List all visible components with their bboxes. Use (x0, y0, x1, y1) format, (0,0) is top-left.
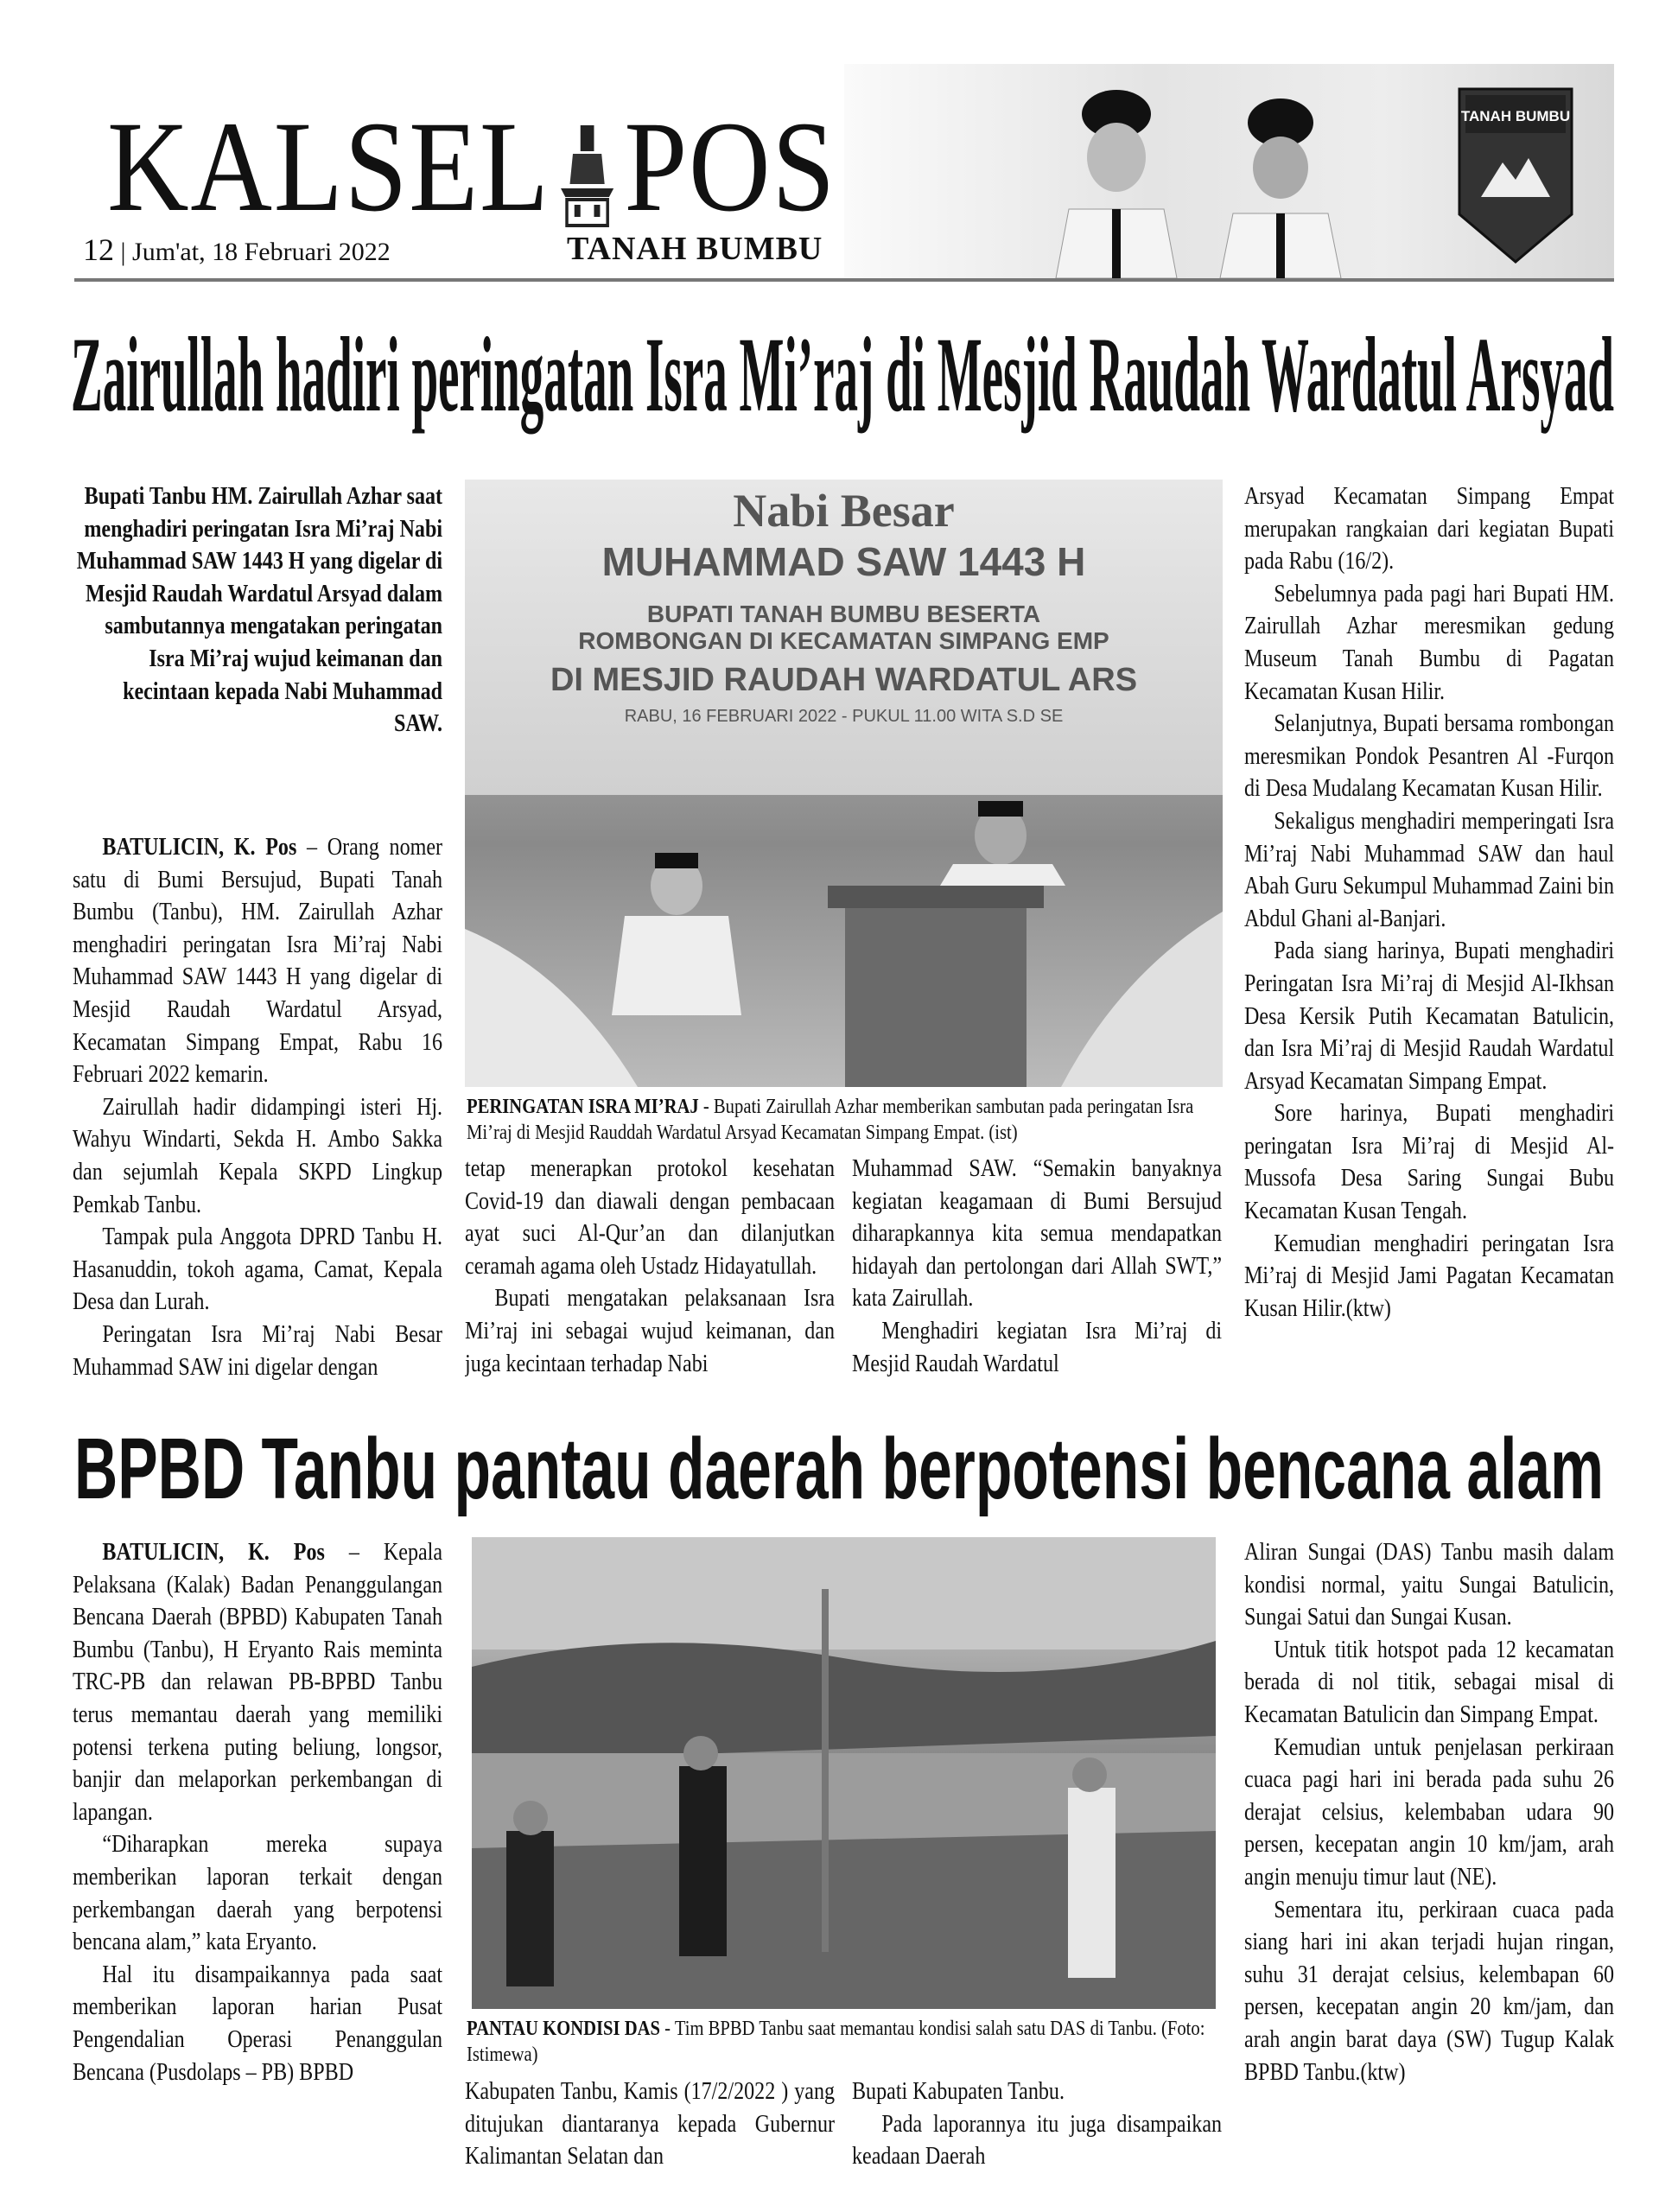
official-portrait-1 (1052, 88, 1181, 278)
article1-lead (73, 480, 442, 779)
banner-sign (465, 480, 1223, 795)
paragraph: Bupati mengatakan pelaksanaan Isra Mi’raj ini sebagai wujud keimanan, dan juga kecintaan terhadap Nabi (465, 1285, 835, 1377)
lead-text: Bupati Tanbu HM. Zairullah Azhar saat menghadiri peringatan Isra Mi’raj Nabi Muhammad SAW 1443 H yang digelar di Mesjid Raudah Wardatul Arsyad dalam sambutannya mengatakan peringatan Isra Mi’raj wujud keimanan dan kecintaan kepada Nabi Muhammad SAW. (76, 483, 442, 738)
paragraph: tetap menerapkan protokol kesehatan Covid-19 dan diawali dengan pembacaan ayat suci Al-Qur’an dan dilanjutkan ceramah agama oleh Ustadz Hidayatullah. (465, 1155, 835, 1280)
article2-headline: BPBD Tanbu pantau daerah berpotensi bencana alam (74, 1421, 1604, 1517)
sign-line: MUHAMMAD SAW 1443 H (601, 539, 1086, 585)
page-number: 12 (83, 232, 114, 267)
header-photo (844, 64, 1614, 278)
paragraph: Zairullah hadir didampingi isteri Hj. Wahyu Windarti, Sekda H. Ambo Sakka dan sejumlah Kepala SKPD Lingkup Pemkab Tanbu. (73, 1093, 442, 1218)
paragraph: Pada siang harinya, Bupati menghadiri Peringatan Isra Mi’raj di Mesjid Al-Ikhsan Desa Kersik Putih Kecamatan Batulicin, dan Isra Mi’raj di Mesjid Raudah Wardatul Arsyad Kecamatan Simpang Empat. (1244, 938, 1614, 1095)
tanah-bumbu-crest-icon (1455, 85, 1576, 266)
paragraph: Arsyad Kecamatan Simpang Empat merupakan rangkaian dari kegiatan Bupati pada Rabu (16/2). (1244, 483, 1614, 575)
paragraph: Sore harinya, Bupati menghadiri peringatan Isra Mi’raj di Mesjid Al-Mussofa Desa Saring Sungai Bubu Kecamatan Kusan Tengah. (1244, 1100, 1614, 1225)
official-portrait-2 (1216, 88, 1345, 278)
article1-headline-box (71, 315, 1614, 434)
article2-photo (472, 1537, 1216, 2009)
caption-title: PANTAU KONDISI DAS (467, 2018, 661, 2040)
paragraph: Peringatan Isra Mi’raj Nabi Besar Muhammad SAW ini digelar dengan (73, 1320, 442, 1381)
paragraph: – Kepala Pelaksana (Kalak) Badan Penanggulangan Bencana Daerah (BPBD) Kabupaten Tanah Bumbu (Tanbu), H Eryanto Rais meminta TRC-PB dan relawan PB-BPBD Tanbu terus memantau daerah yang memiliki potensi terkena puting beliung, longsor, banjir dan melaporkan perkembangan di lapangan. (73, 1539, 442, 1826)
section-name: TANAH BUMBU (567, 231, 823, 267)
dateline: 12 | Jum'at, 18 Februari 2022 (83, 232, 391, 267)
sign-line: BUPATI TANAH BUMBU BESERTA (646, 600, 1041, 627)
paragraph: Hal itu disampaikannya pada saat memberikan laporan harian Pusat Pengendalian Operasi Penanggulan Bencana (Pusdolaps – PB) BPBD (73, 1961, 442, 2086)
article1-caption (467, 1094, 1224, 1147)
logo-left: KALSEL (107, 95, 550, 238)
paragraph: Sebelumnya pada pagi hari Bupati HM. Zairullah Azhar meresmikan gedung Museum Tanah Bumbu di Pagatan Kecamatan Kusan Hilir. (1244, 580, 1614, 705)
article1-column-4 (1244, 480, 1614, 1395)
article1-dateline: BATULICIN, K. Pos (102, 834, 297, 861)
paragraph: Selanjutnya, Bupati bersama rombongan meresmikan Pondok Pesantren Al -Furqon di Desa Mudalang Kecamatan Kusan Hilir. (1244, 710, 1614, 803)
paragraph: Kabupaten Tanbu, Kamis (17/2/2022 ) yang ditujukan diantaranya kepada Gubernur Kalimantan Selatan dan (465, 2078, 835, 2171)
paragraph: Kemudian menghadiri peringatan Isra Mi’raj di Mesjid Jami Pagatan Kecamatan Kusan Hilir.(ktw) (1244, 1230, 1614, 1322)
sign-line: ROMBONGAN DI KECAMATAN SIMPANG EMP (578, 627, 1109, 655)
logo-right: POS (624, 95, 836, 238)
sign-line: Nabi Besar (733, 485, 955, 537)
paragraph: – Orang nomer satu di Bumi Bersujud, Bupati Tanah Bumbu (Tanbu), HM. Zairullah Azhar menghadiri peringatan Isra Mi’raj Nabi Muhammad SAW 1443 H yang digelar di Mesjid Raudah Wardatul Arsyad, Kecamatan Simpang Empat, Rabu 16 Februari 2022 kemarin. (73, 834, 442, 1089)
article1-column-3 (852, 1153, 1222, 1395)
article2-column-2 (465, 2075, 835, 2177)
sign-line: RABU, 16 FEBRUARI 2022 - PUKUL 11.00 WITA S.D SE (624, 707, 1064, 727)
masthead-rule (74, 278, 1614, 282)
paragraph: Aliran Sungai (DAS) Tanbu masih dalam kondisi normal, yaitu Sungai Batulicin, Sungai Satui dan Sungai Kusan. (1244, 1539, 1614, 1631)
article2-column-4 (1244, 1536, 1614, 2176)
paragraph: “Diharapkan mereka supaya memberikan laporan terkait dengan perkembangan daerah yang berpotensi bencana alam,” kata Eryanto. (73, 1831, 442, 1956)
paragraph: Muhammad SAW. “Semakin banyaknya kegiatan keagamaan di Bumi Bersujud diharapkannya kita semua mendapatkan hidayah dan pertolongan dari Allah SWT,” kata Zairullah. (852, 1155, 1222, 1313)
tower-logo-icon (557, 124, 616, 232)
article1-column-2 (465, 1153, 835, 1395)
caption-text: - Tim BPBD Tanbu saat memantau kondisi salah satu DAS di Tanbu. (Foto: Istimewa) (467, 2018, 1205, 2066)
article1-headline: Zairullah hadiri peringatan Isra Mi’raj di Mesjid Raudah Wardatul Arsyad (71, 315, 1614, 434)
article2-column-1 (73, 1536, 442, 2176)
article2-caption (467, 2016, 1224, 2069)
river-scene (472, 1537, 1216, 2009)
caption-text: - Bupati Zairullah Azhar memberikan sambutan pada peringatan Isra Mi’raj di Mesjid Rauddah Wardatul Arsyad Kecamatan Simpang Empat. (ist) (467, 1096, 1194, 1144)
crest-label: TANAH BUMBU (1460, 108, 1571, 124)
article2-dateline: BATULICIN, K. Pos (102, 1539, 325, 1566)
paragraph: Kemudian untuk penjelasan perkiraan cuaca pagi hari ini berada pada suhu 26 derajat celsius, kelembaban udara 90 persen, kecepatan angin 10 km/jam, arah angin menuju timur laut (NE). (1244, 1733, 1614, 1891)
paragraph: Bupati Kabupaten Tanbu. (852, 2078, 1065, 2105)
article2-headline-box (74, 1421, 1604, 1517)
paragraph: Menghadiri kegiatan Isra Mi’raj di Mesjid Raudah Wardatul (852, 1317, 1222, 1377)
paragraph: Pada laporannya itu juga disampaikan keadaan Daerah (852, 2110, 1222, 2171)
sign-line: DI MESJID RAUDAH WARDATUL ARS (550, 661, 1138, 698)
paragraph: Tampak pula Anggota DPRD Tanbu H. Hasanuddin, tokoh agama, Camat, Kepala Desa dan Lurah. (73, 1224, 442, 1316)
masthead-logo (107, 95, 836, 238)
article1-column-1 (73, 831, 442, 1395)
caption-title: PERINGATAN ISRA MI’RAJ (467, 1096, 699, 1118)
article2-column-3 (852, 2075, 1222, 2177)
paragraph: Untuk titik hotspot pada 12 kecamatan berada di nol titik, sebagai misal di Kecamatan Batulicin dan Simpang Empat. (1244, 1636, 1614, 1728)
article1-photo (465, 480, 1223, 1087)
logo-wordmark (107, 95, 836, 238)
paragraph: Sementara itu, perkiraan cuaca pada siang hari ini akan terjadi hujan ringan, suhu 31 derajat celsius, kelembapan 60 persen, kecepatan angin 20 km/jam, dan arah angin barat daya (SW) Tugup Kalak BPBD Tanbu.(ktw) (1244, 1896, 1614, 2086)
paragraph: Sekaligus menghadiri memperingati Isra Mi’raj Nabi Muhammad SAW dan haul Abah Guru Sekumpul Muhammad Zaini bin Abdul Ghani al-Banjari. (1244, 807, 1614, 932)
issue-date: Jum'at, 18 Februari 2022 (132, 238, 391, 266)
